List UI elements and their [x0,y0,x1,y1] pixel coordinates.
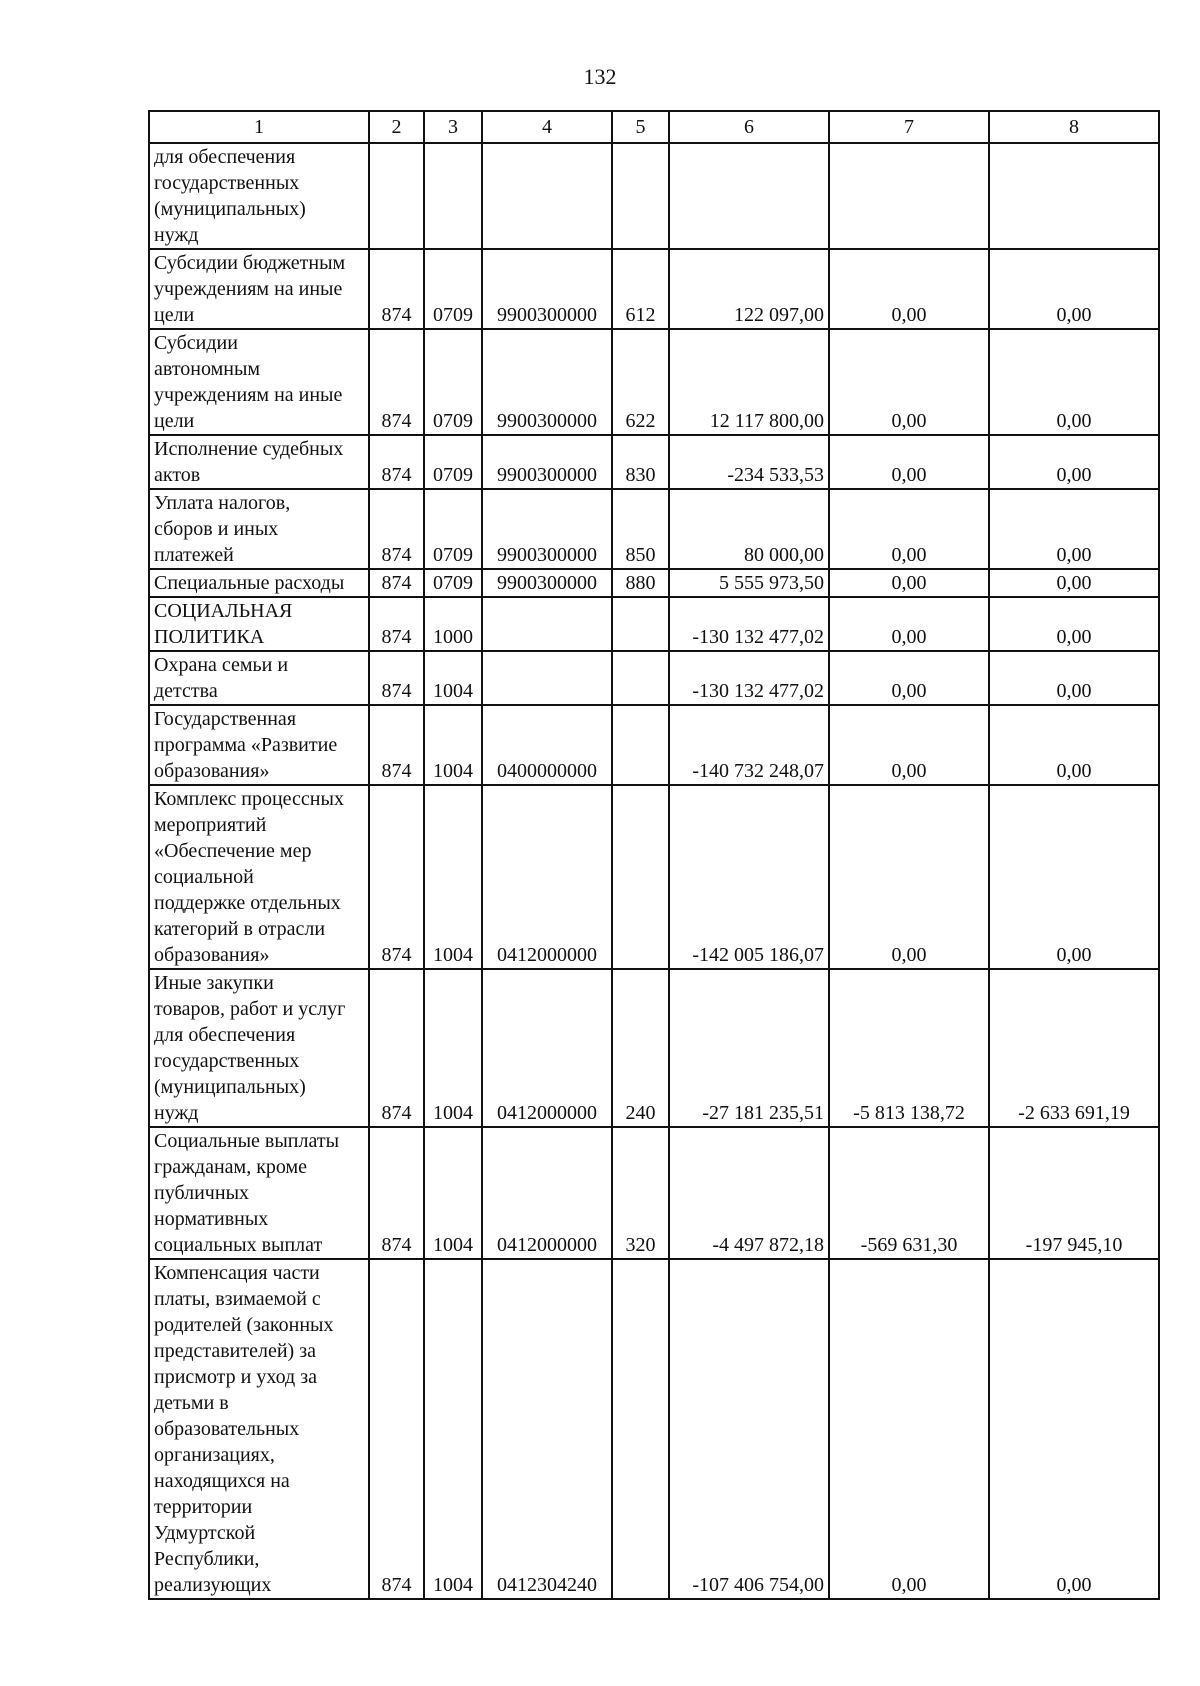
cell-col-8: 0,00 [989,651,1159,705]
table-row [149,785,1159,969]
cell-col-2: 874 [369,1259,424,1599]
table-row [149,569,1159,597]
cell-col-5 [612,651,669,705]
column-header: 3 [424,111,482,143]
column-header: 7 [829,111,989,143]
cell-col-4: 0400000000 [482,705,612,785]
cell-col-5: 850 [612,489,669,569]
cell-col-8: 0,00 [989,597,1159,651]
cell-col-8: -197 945,10 [989,1127,1159,1259]
cell-col-3: 0709 [424,329,482,435]
table-row [149,249,1159,329]
row-name: Специальные расходы [149,569,369,597]
cell-col-2: 874 [369,597,424,651]
table-row [149,651,1159,705]
row-name: Компенсация части платы, взимаемой с родителей (законных представителей) за присмотр и уход за детьми в образовательных организациях, находящихся на территории Удмуртской Республики, реализующих [149,1259,369,1599]
cell-col-6: 122 097,00 [669,249,829,329]
cell-col-7 [829,143,989,249]
row-name: для обеспечения государственных (муниципальных) нужд [149,143,369,249]
cell-col-4: 0412304240 [482,1259,612,1599]
cell-col-4 [482,143,612,249]
cell-col-2: 874 [369,489,424,569]
table-row [149,1127,1159,1259]
cell-col-5: 612 [612,249,669,329]
cell-col-4 [482,651,612,705]
cell-col-2: 874 [369,1127,424,1259]
cell-col-7: 0,00 [829,489,989,569]
cell-col-6: 5 555 973,50 [669,569,829,597]
row-name: Государственная программа «Развитие образования» [149,705,369,785]
cell-col-6: -107 406 754,00 [669,1259,829,1599]
cell-col-6: -140 732 248,07 [669,705,829,785]
cell-col-7: 0,00 [829,1259,989,1599]
cell-col-8: 0,00 [989,1259,1159,1599]
cell-col-6: 12 117 800,00 [669,329,829,435]
table-row [149,597,1159,651]
cell-col-3: 1004 [424,705,482,785]
cell-col-4: 9900300000 [482,329,612,435]
header-row [149,111,1159,143]
cell-col-6 [669,143,829,249]
cell-col-2: 874 [369,435,424,489]
row-name: Исполнение судебных актов [149,435,369,489]
table-row [149,329,1159,435]
cell-col-5 [612,143,669,249]
cell-col-2: 874 [369,249,424,329]
cell-col-7: 0,00 [829,597,989,651]
cell-col-8: 0,00 [989,785,1159,969]
cell-col-8: 0,00 [989,489,1159,569]
cell-col-7: 0,00 [829,329,989,435]
cell-col-2: 874 [369,569,424,597]
cell-col-7: 0,00 [829,651,989,705]
cell-col-7: 0,00 [829,705,989,785]
cell-col-3: 1004 [424,1259,482,1599]
cell-col-5: 240 [612,969,669,1127]
column-header: 5 [612,111,669,143]
budget-table [148,110,1160,1600]
cell-col-5 [612,705,669,785]
row-name: СОЦИАЛЬНАЯ ПОЛИТИКА [149,597,369,651]
column-header: 1 [149,111,369,143]
cell-col-4: 9900300000 [482,489,612,569]
cell-col-4: 9900300000 [482,249,612,329]
cell-col-6: -142 005 186,07 [669,785,829,969]
cell-col-4: 0412000000 [482,785,612,969]
cell-col-4: 0412000000 [482,1127,612,1259]
column-header: 6 [669,111,829,143]
cell-col-2: 874 [369,785,424,969]
column-header: 4 [482,111,612,143]
cell-col-4: 9900300000 [482,569,612,597]
cell-col-8: 0,00 [989,705,1159,785]
cell-col-2 [369,143,424,249]
row-name: Субсидии бюджетным учреждениям на иные цели [149,249,369,329]
cell-col-3: 1004 [424,785,482,969]
cell-col-7: 0,00 [829,249,989,329]
cell-col-3: 0709 [424,569,482,597]
cell-col-3: 1004 [424,969,482,1127]
cell-col-6: -27 181 235,51 [669,969,829,1127]
cell-col-6: 80 000,00 [669,489,829,569]
cell-col-5 [612,597,669,651]
table-row [149,435,1159,489]
cell-col-6: -4 497 872,18 [669,1127,829,1259]
table-row [149,705,1159,785]
cell-col-4: 0412000000 [482,969,612,1127]
cell-col-3: 0709 [424,489,482,569]
cell-col-3 [424,143,482,249]
cell-col-4: 9900300000 [482,435,612,489]
cell-col-7: -569 631,30 [829,1127,989,1259]
column-header: 2 [369,111,424,143]
row-name: Субсидии автономным учреждениям на иные цели [149,329,369,435]
row-name: Иные закупки товаров, работ и услуг для обеспечения государственных (муниципальных) нужд [149,969,369,1127]
cell-col-5: 880 [612,569,669,597]
cell-col-3: 1004 [424,1127,482,1259]
cell-col-3: 0709 [424,435,482,489]
table-row [149,489,1159,569]
cell-col-7: 0,00 [829,785,989,969]
cell-col-8 [989,143,1159,249]
row-name: Охрана семьи и детства [149,651,369,705]
cell-col-8: 0,00 [989,329,1159,435]
column-header: 8 [989,111,1159,143]
cell-col-5 [612,1259,669,1599]
cell-col-7: 0,00 [829,569,989,597]
cell-col-4 [482,597,612,651]
row-name: Социальные выплаты гражданам, кроме публичных нормативных социальных выплат [149,1127,369,1259]
row-name: Уплата налогов, сборов и иных платежей [149,489,369,569]
cell-col-6: -130 132 477,02 [669,597,829,651]
cell-col-8: -2 633 691,19 [989,969,1159,1127]
cell-col-5: 320 [612,1127,669,1259]
cell-col-6: -130 132 477,02 [669,651,829,705]
cell-col-3: 1000 [424,597,482,651]
cell-col-7: 0,00 [829,435,989,489]
cell-col-8: 0,00 [989,249,1159,329]
page-number: 132 [583,64,617,89]
cell-col-2: 874 [369,651,424,705]
cell-col-2: 874 [369,329,424,435]
table-row [149,969,1159,1127]
cell-col-5 [612,785,669,969]
cell-col-5: 622 [612,329,669,435]
cell-col-3: 0709 [424,249,482,329]
cell-col-8: 0,00 [989,435,1159,489]
cell-col-8: 0,00 [989,569,1159,597]
cell-col-6: -234 533,53 [669,435,829,489]
cell-col-2: 874 [369,705,424,785]
cell-col-3: 1004 [424,651,482,705]
table-row [149,1259,1159,1599]
cell-col-2: 874 [369,969,424,1127]
cell-col-5: 830 [612,435,669,489]
row-name: Комплекс процессных мероприятий «Обеспечение мер социальной поддержке отдельных категорий в отрасли образования» [149,785,369,969]
table-row [149,143,1159,249]
cell-col-7: -5 813 138,72 [829,969,989,1127]
